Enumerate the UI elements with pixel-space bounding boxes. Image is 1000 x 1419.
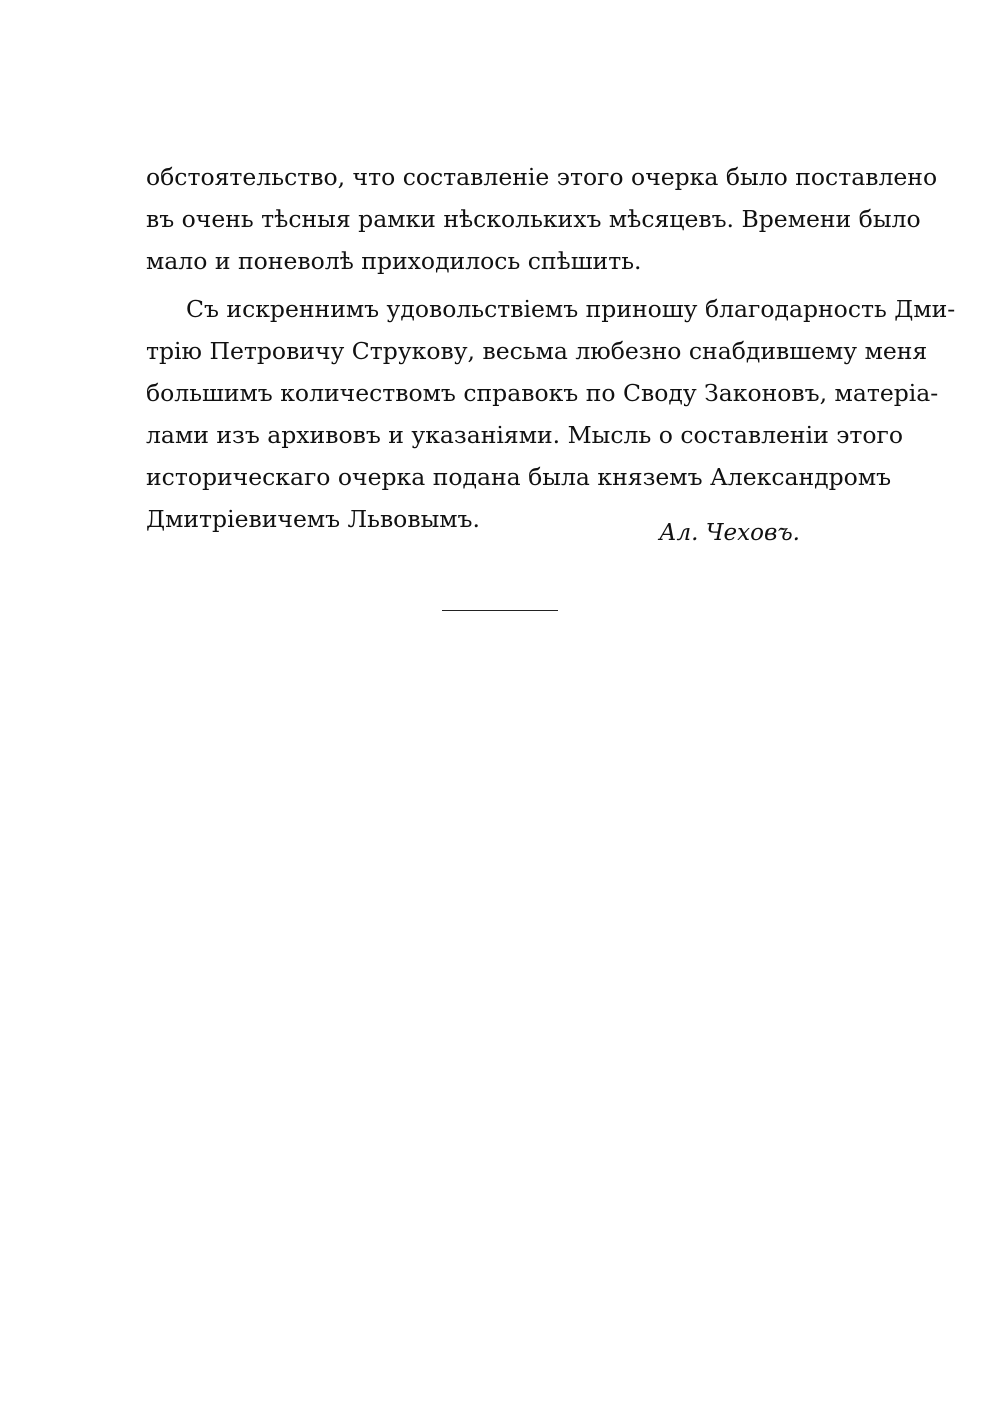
paragraph-2-line-3: большимъ количествомъ справокъ по Своду Законовъ, матеріа- xyxy=(146,379,939,407)
paragraph-1-line-1: обстоятельство, что составленіе этого очерка было поставлено xyxy=(146,163,938,191)
paragraph-2-line-6: Дмитріевичемъ Львовымъ. xyxy=(146,505,480,533)
paragraph-2-line-4: лами изъ архивовъ и указаніями. Мысль о составленіи этого xyxy=(146,421,903,449)
paragraph-1-line-2: въ очень тѣсныя рамки нѣсколькихъ мѣсяцевъ. Времени было xyxy=(146,205,921,233)
paragraph-2-line-1: Съ искреннимъ удовольствіемъ приношу благодарность Дми- xyxy=(186,295,956,323)
body-text xyxy=(146,156,956,540)
section-divider xyxy=(442,610,558,611)
author-signature: Ал. Чеховъ. xyxy=(659,520,800,546)
paragraph-2-line-2: трію Петровичу Струкову, весьма любезно снабдившему меня xyxy=(146,337,928,365)
paragraph-2-line-5: историческаго очерка подана была княземъ Александромъ xyxy=(146,463,892,491)
paragraph-1-line-3: мало и поневолѣ приходилось спѣшить. xyxy=(146,247,642,275)
